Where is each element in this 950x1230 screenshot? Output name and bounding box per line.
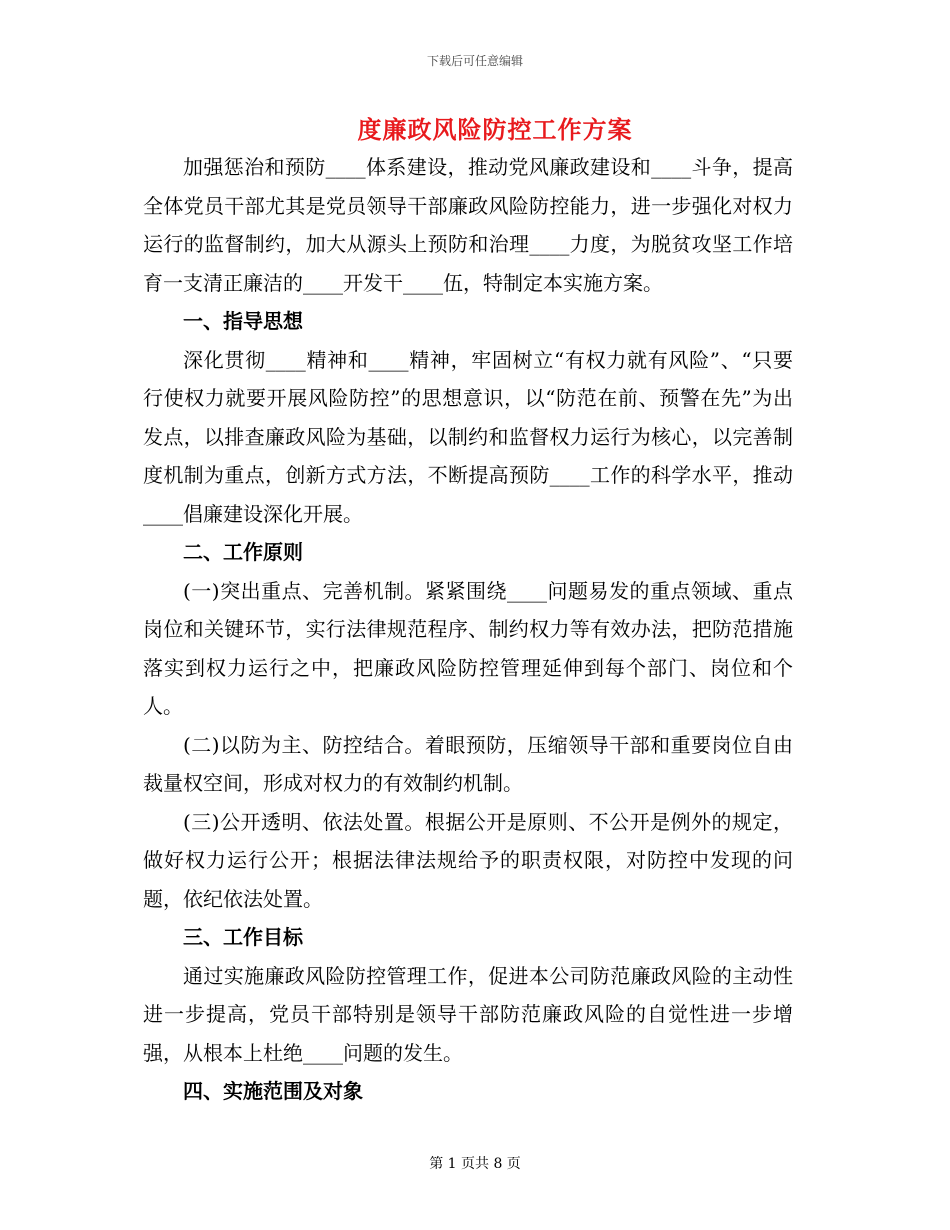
- page-footer: 第 1 页共 8 页: [429, 1156, 521, 1172]
- section-paragraph: 深化贯彻____精神和____精神，牢固树立“有权力就有风险”、“只要行使权力就要开展风险防控”的思想意识，以“防范在前、预警在先”为出发点，以排查廉政风险为基础，以制约和监督权力运行为核心，以完善制度机制为重点，创新方式方法，不断提高预防____工作的科学水平，推动____倡廉建设深化开展。: [143, 347, 793, 526]
- header-note: 下载后可任意编辑: [426, 54, 523, 68]
- section-heading-guiding-thought: 一、指导思想: [183, 309, 303, 333]
- section-paragraph: 通过实施廉政风险防控管理工作，促进本公司防范廉政风险的主动性进一步提高，党员干部特别是领导干部防范廉政风险的自觉性进一步增强，从根本上杜绝____问题的发生。: [143, 963, 793, 1065]
- section-paragraph: (二)以防为主、防控结合。着眼预防，压缩领导干部和重要岗位自由裁量权空间，形成对权力的有效制约机制。: [143, 732, 793, 795]
- intro-paragraph: 加强惩治和预防____体系建设，推动党风廉政建设和____斗争，提高全体党员干部尤其是党员领导干部廉政风险防控能力，进一步强化对权力运行的监督制约，加大从源头上预防和治理____力度，为脱贫攻坚工作培育一支清正廉洁的____开发干____伍，特制定本实施方案。: [143, 155, 793, 295]
- section-heading-scope-and-targets: 四、实施范围及对象: [183, 1079, 363, 1103]
- section-paragraph: (三)公开透明、依法处置。根据公开是原则、不公开是例外的规定，做好权力运行公开；根据法律法规给予的职责权限，对防控中发现的问题，依纪依法处置。: [143, 809, 793, 911]
- section-paragraph: (一)突出重点、完善机制。紧紧围绕____问题易发的重点领域、重点岗位和关键环节，实行法律规范程序、制约权力等有效办法，把防范措施落实到权力运行之中，把廉政风险防控管理延伸到每个部门、岗位和个人。: [143, 578, 793, 718]
- document-title: 度廉政风险防控工作方案: [357, 115, 633, 144]
- document-body: [143, 148, 793, 1111]
- section-heading-work-principles: 二、工作原则: [183, 540, 303, 564]
- section-heading-work-goals: 三、工作目标: [183, 925, 303, 949]
